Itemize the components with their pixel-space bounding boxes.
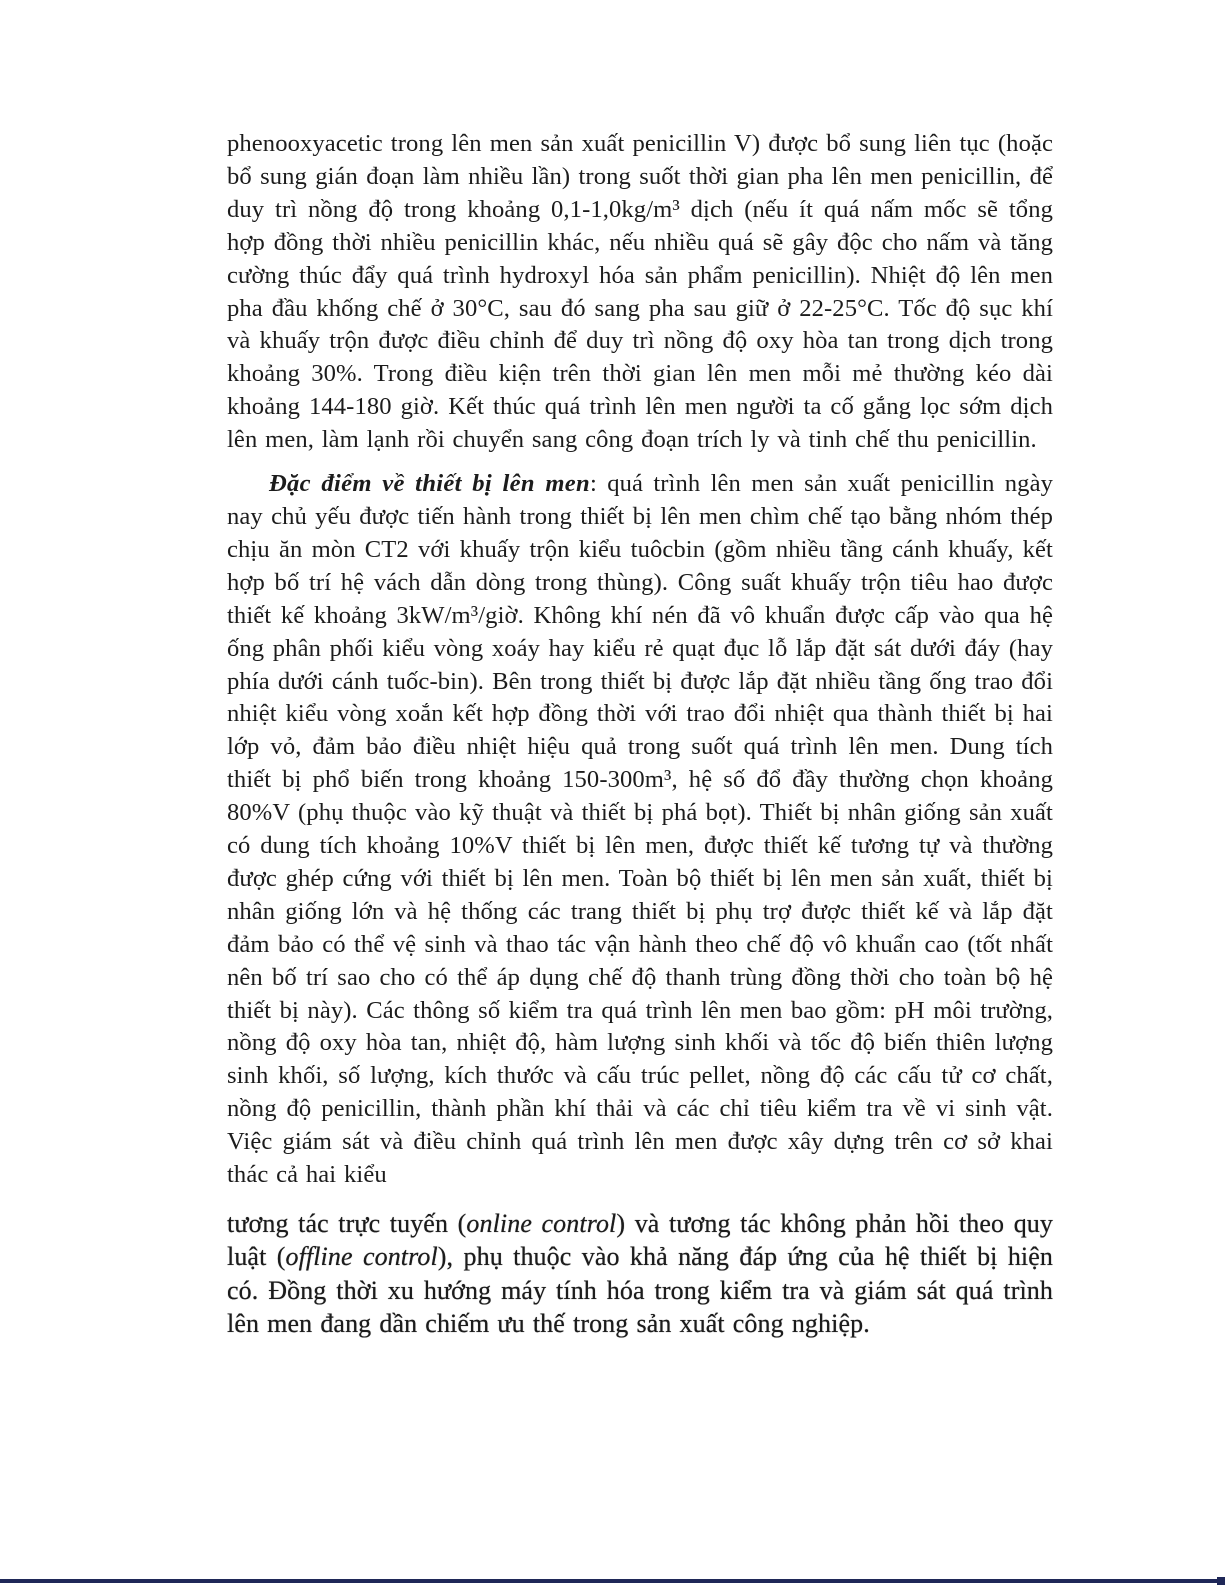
paragraph-equipment-characteristics [227, 468, 1053, 1192]
paragraph-3-run5: ), phụ thuộc vào khả năng đáp ứng của hệ thiết bị hiện có. Đồng thời xu hướng máy tính hóa trong kiểm tra và giám sát quá trình lên men đang dần chiếm ưu thế trong sản xuất công nghiệp. [227, 1242, 1053, 1339]
paragraph-2-lead-heading: Đặc điểm về thiết bị lên men [269, 470, 590, 498]
paragraph-3-run3: ) và tương tác không phản hồi theo quy luật ( [227, 1209, 1053, 1272]
offline-control-italic-term: offline control [285, 1242, 438, 1272]
online-control-italic-term: online control [466, 1209, 617, 1238]
paragraph-3-run1: tương tác trực tuyến ( [227, 1209, 467, 1238]
paragraph-fermentation-process [227, 128, 1053, 457]
page-text-block [227, 128, 1053, 1341]
paragraph-control-methods [227, 1207, 1053, 1341]
paragraph-1-text: phenooxyacetic trong lên men sản xuất penicillin V) được bổ sung liên tục (hoặc bổ sung gián đoạn làm nhiều lần) trong suốt thời gian pha lên men penicillin, để duy trì nồng độ trong khoảng 0,1-1,0kg/m³ dịch (nếu ít quá nấm mốc sẽ tổng hợp đồng thời nhiều penicillin khác, nếu nhiều quá sẽ gây độc cho nấm và tăng cường thúc đẩy quá trình hydroxyl hóa sản phẩm penicillin). Nhiệt độ lên men pha đầu khống chế ở 30°C, sau đó sang pha sau giữ ở 22-25°C. Tốc độ sục khí và khuấy trộn được điều chỉnh để duy trì nồng độ oxy hòa tan trong dịch trong khoảng 30%. Trong điều kiện trên thời gian lên men mỗi mẻ thường kéo dài khoảng 144-180 giờ. Kết thúc quá trình lên men người ta cố gắng lọc sớm dịch lên men, làm lạnh rồi chuyển sang công đoạn trích ly và tinh chế thu penicillin. [227, 130, 1053, 454]
page-bottom-rule [0, 1579, 1225, 1583]
paragraph-2-body-text: : quá trình lên men sản xuất penicillin ngày nay chủ yếu được tiến hành trong thiết bị lên men chìm chế tạo bằng nhóm thép chịu ăn mòn CT2 với khuấy trộn kiểu tuôcbin (gồm nhiều tầng cánh khuấy, kết hợp bố trí hệ vách dẫn dòng trong thùng). Công suất khuấy trộn tiêu hao được thiết kế khoảng 3kW/m³/giờ. Không khí nén đã vô khuẩn được cấp vào qua hệ ống phân phối kiểu vòng xoáy hay kiểu rẻ quạt đục lỗ lắp đặt sát dưới đáy (hay phía dưới cánh tuốc-bin). Bên trong thiết bị được lắp đặt nhiều tầng ống trao đổi nhiệt kiểu vòng xoắn kết hợp đồng thời với trao đổi nhiệt qua thành thiết bị hai lớp vỏ, đảm bảo điều nhiệt hiệu quả trong suốt quá trình lên men. Dung tích thiết bị phổ biến trong khoảng 150-300m³, hệ số đổ đầy thường chọn khoảng 80%V (phụ thuộc vào kỹ thuật và thiết bị phá bọt). Thiết bị nhân giống sản xuất có dung tích khoảng 10%V thiết bị lên men, được thiết kế tương tự và thường được ghép cứng với thiết bị lên men. Toàn bộ thiết bị lên men sản xuất, thiết bị nhân giống lớn và hệ thống các trang thiết bị phụ trợ được thiết kế và lắp đặt đảm bảo có thể vệ sinh và thao tác vận hành theo chế độ vô khuẩn cao (tốt nhất nên bố trí sao cho có thể áp dụng chế độ thanh trùng đồng thời cho toàn bộ hệ thiết bị này). Các thông số kiểm tra quá trình lên men bao gồm: pH môi trường, nồng độ oxy hòa tan, nhiệt độ, hàm lượng sinh khối và tốc độ biến thiên lượng sinh khối, số lượng, kích thước và cấu trúc pellet, nồng độ các cấu tử cơ chất, nồng độ penicillin, thành phần khí thải và các chỉ tiêu kiểm tra về vi sinh vật. Việc giám sát và điều chỉnh quá trình lên men được xây dựng trên cơ sở khai thác cả hai kiểu [227, 470, 1053, 1189]
